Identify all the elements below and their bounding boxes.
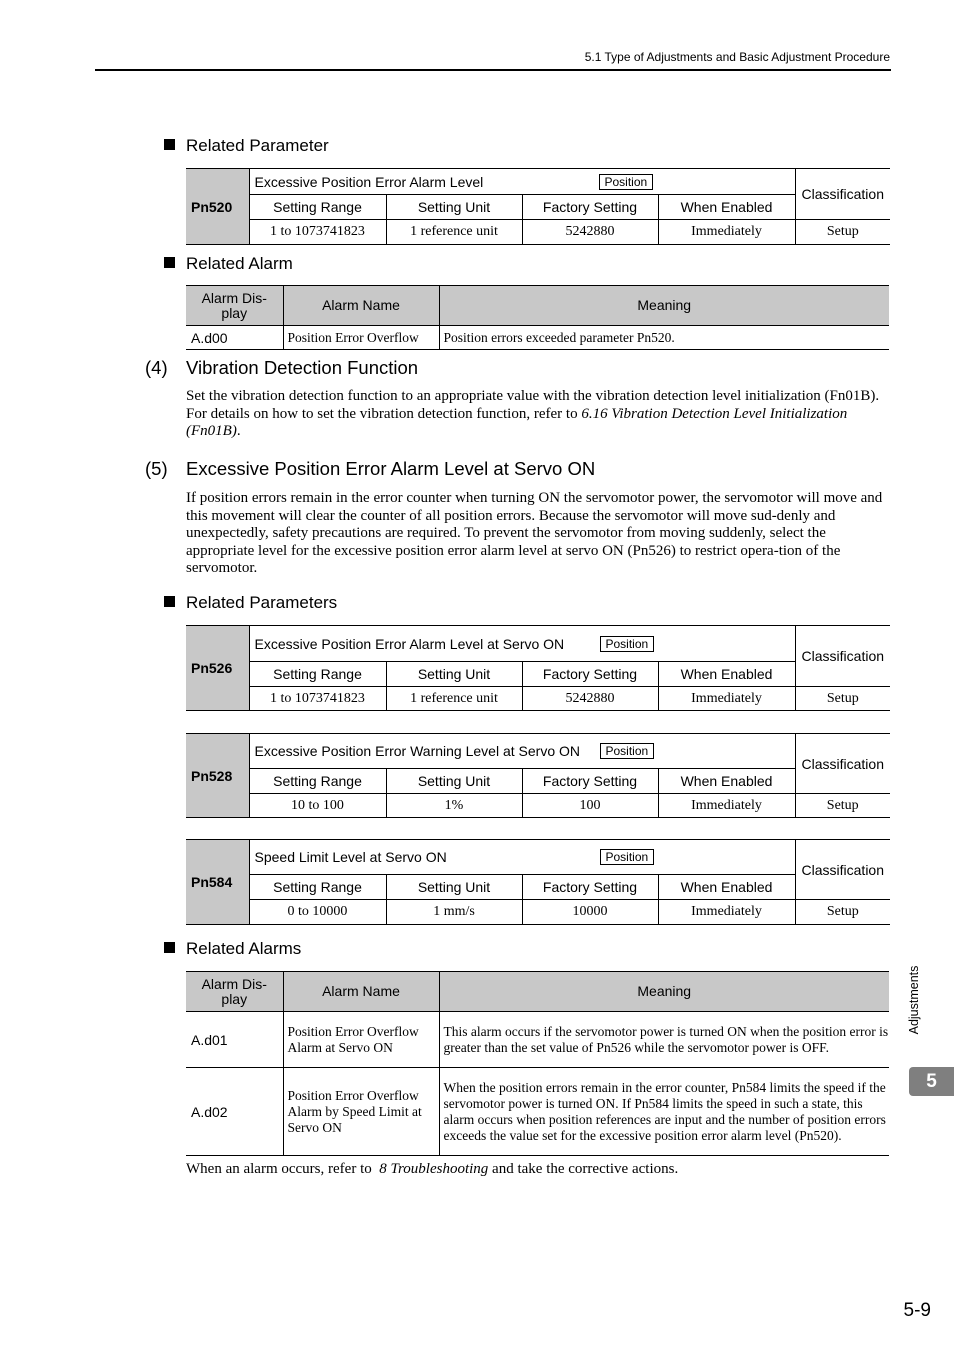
setting-range-label: Setting Range: [249, 875, 386, 900]
when-enabled-label: When Enabled: [658, 195, 795, 220]
setting-unit-label: Setting Unit: [386, 875, 522, 900]
bullet-square-icon: [164, 257, 175, 268]
setting-unit-value: 1 reference unit: [386, 687, 522, 711]
classification-value: Setup: [795, 220, 890, 245]
param-number: Pn520: [186, 169, 249, 245]
setting-unit-label: Setting Unit: [386, 195, 522, 220]
setting-range-value: 10 to 100: [249, 794, 386, 818]
factory-setting-label: Factory Setting: [522, 875, 658, 900]
param-number: Pn584: [186, 840, 249, 925]
header-rule: [95, 69, 891, 71]
param-table-pn526: [186, 625, 890, 711]
alarm-name: Position Error Overflow: [283, 326, 439, 350]
related-alarm-heading: Related Alarm: [164, 254, 293, 274]
section-4-body: Set the vibration detection function to an appropriate value with the vibration detection level initialization (Fn01B). For details on how to set the vibration detection function, refer to 6.16 Vibration Detection Level Initialization (Fn01B).: [186, 388, 880, 440]
setting-range-value: 1 to 1073741823: [249, 220, 386, 245]
position-badge: Position: [600, 636, 655, 652]
factory-setting-label: Factory Setting: [522, 195, 658, 220]
alarm-code: A.d01: [186, 1012, 283, 1068]
running-header: 5.1 Type of Adjustments and Basic Adjustment Procedure: [584, 50, 890, 64]
param-number: Pn526: [186, 626, 249, 711]
factory-setting-value: 100: [522, 794, 658, 818]
alarm-meaning: When the position errors remain in the error counter, Pn584 limits the speed if the servomotor power is turned ON. If Pn584 limits the speed in such a state, this alarm occurs when position references are input and the number of position errors exceeds the value set for the excessive position error alarm level (Pn520).: [439, 1068, 889, 1156]
chapter-tab[interactable]: 5: [909, 1067, 954, 1096]
param-table-pn528: [186, 733, 890, 818]
position-badge: Position: [600, 849, 655, 865]
alarm-name: Position Error Overflow Alarm by Speed Limit at Servo ON: [283, 1068, 439, 1156]
param-number: Pn528: [186, 734, 249, 818]
param-title: Excessive Position Error Alarm Level at Servo ON Position: [249, 626, 795, 662]
alarm-table-2: [186, 971, 889, 1156]
setting-unit-value: 1%: [386, 794, 522, 818]
setting-unit-label: Setting Unit: [386, 769, 522, 794]
when-enabled-value: Immediately: [658, 900, 795, 925]
alarm-code: A.d00: [186, 326, 283, 350]
section-4-heading: (4) Vibration Detection Function: [145, 357, 419, 378]
factory-setting-value: 5242880: [522, 687, 658, 711]
setting-range-label: Setting Range: [249, 769, 386, 794]
setting-unit-label: Setting Unit: [386, 662, 522, 687]
alarm-name-header: Alarm Name: [283, 286, 439, 326]
alarm-display-header: Alarm Dis- play: [186, 286, 283, 326]
alarm-meaning: Position errors exceeded parameter Pn520.: [439, 326, 889, 350]
meaning-header: Meaning: [439, 286, 889, 326]
param-title: Speed Limit Level at Servo ON Position: [249, 840, 795, 875]
classification-value: Setup: [795, 687, 890, 711]
factory-setting-value: 10000: [522, 900, 658, 925]
bullet-square-icon: [164, 596, 175, 607]
setting-range-label: Setting Range: [249, 662, 386, 687]
when-enabled-value: Immediately: [658, 220, 795, 245]
classification-label: Classification: [795, 840, 890, 900]
bullet-square-icon: [164, 942, 175, 953]
param-table-pn520: [186, 168, 890, 245]
when-enabled-label: When Enabled: [658, 875, 795, 900]
alarm-name: Position Error Overflow Alarm at Servo ON: [283, 1012, 439, 1068]
factory-setting-label: Factory Setting: [522, 662, 658, 687]
position-badge: Position: [600, 743, 655, 759]
position-badge: Position: [599, 174, 654, 190]
section-5-body: If position errors remain in the error counter when turning ON the servomotor power, the servomotor will move and this movement will clear the counter of all position errors. Because the servomotor will move sud-denly and unexpectedly, safety precautions are required. To prevent the servomotor from moving suddenly, select the appropriate level for the excessive position error alarm level at servo ON (Pn526) to restrict opera-tion of the servomotor.: [186, 490, 883, 577]
classification-label: Classification: [795, 169, 890, 220]
alarm-meaning: This alarm occurs if the servomotor power is turned ON when the position error is greater than the set value of Pn526 while the servomotor power is OFF.: [439, 1012, 889, 1068]
param-title: Excessive Position Error Alarm Level Position: [249, 169, 795, 195]
footer-note: When an alarm occurs, refer to 8 Troubleshooting and take the corrective actions.: [186, 1161, 679, 1177]
setting-range-label: Setting Range: [249, 195, 386, 220]
classification-value: Setup: [795, 900, 890, 925]
section-5-heading: (5) Excessive Position Error Alarm Level at Servo ON: [145, 458, 596, 479]
when-enabled-value: Immediately: [658, 687, 795, 711]
param-table-pn584: [186, 839, 890, 925]
table-row: [186, 1068, 889, 1156]
alarm-name-header: Alarm Name: [283, 972, 439, 1012]
classification-value: Setup: [795, 794, 890, 818]
setting-unit-value: 1 reference unit: [386, 220, 522, 245]
alarm-code: A.d02: [186, 1068, 283, 1156]
setting-unit-value: 1 mm/s: [386, 900, 522, 925]
when-enabled-label: When Enabled: [658, 662, 795, 687]
table-row: [186, 326, 889, 350]
when-enabled-label: When Enabled: [658, 769, 795, 794]
related-alarms-heading: Related Alarms: [164, 939, 301, 959]
alarm-display-header: Alarm Dis- play: [186, 972, 283, 1012]
setting-range-value: 1 to 1073741823: [249, 687, 386, 711]
bullet-square-icon: [164, 139, 175, 150]
when-enabled-value: Immediately: [658, 794, 795, 818]
related-parameter-heading: Related Parameter: [164, 136, 329, 156]
classification-label: Classification: [795, 626, 890, 687]
page-number: 5-9: [903, 1300, 931, 1321]
troubleshooting-link[interactable]: 8 Troubleshooting: [379, 1161, 489, 1177]
param-title: Excessive Position Error Warning Level at Servo ON Position: [249, 734, 795, 769]
related-parameters-heading: Related Parameters: [164, 593, 337, 613]
table-row: [186, 1012, 889, 1068]
alarm-table-1: [186, 285, 889, 350]
factory-setting-label: Factory Setting: [522, 769, 658, 794]
setting-range-value: 0 to 10000: [249, 900, 386, 925]
classification-label: Classification: [795, 734, 890, 794]
meaning-header: Meaning: [439, 972, 889, 1012]
cross-reference-link[interactable]: 6.16 Vibration Detection Level Initialization (Fn01B): [186, 405, 848, 440]
factory-setting-value: 5242880: [522, 220, 658, 245]
side-section-label: Adjustments: [907, 965, 921, 1035]
